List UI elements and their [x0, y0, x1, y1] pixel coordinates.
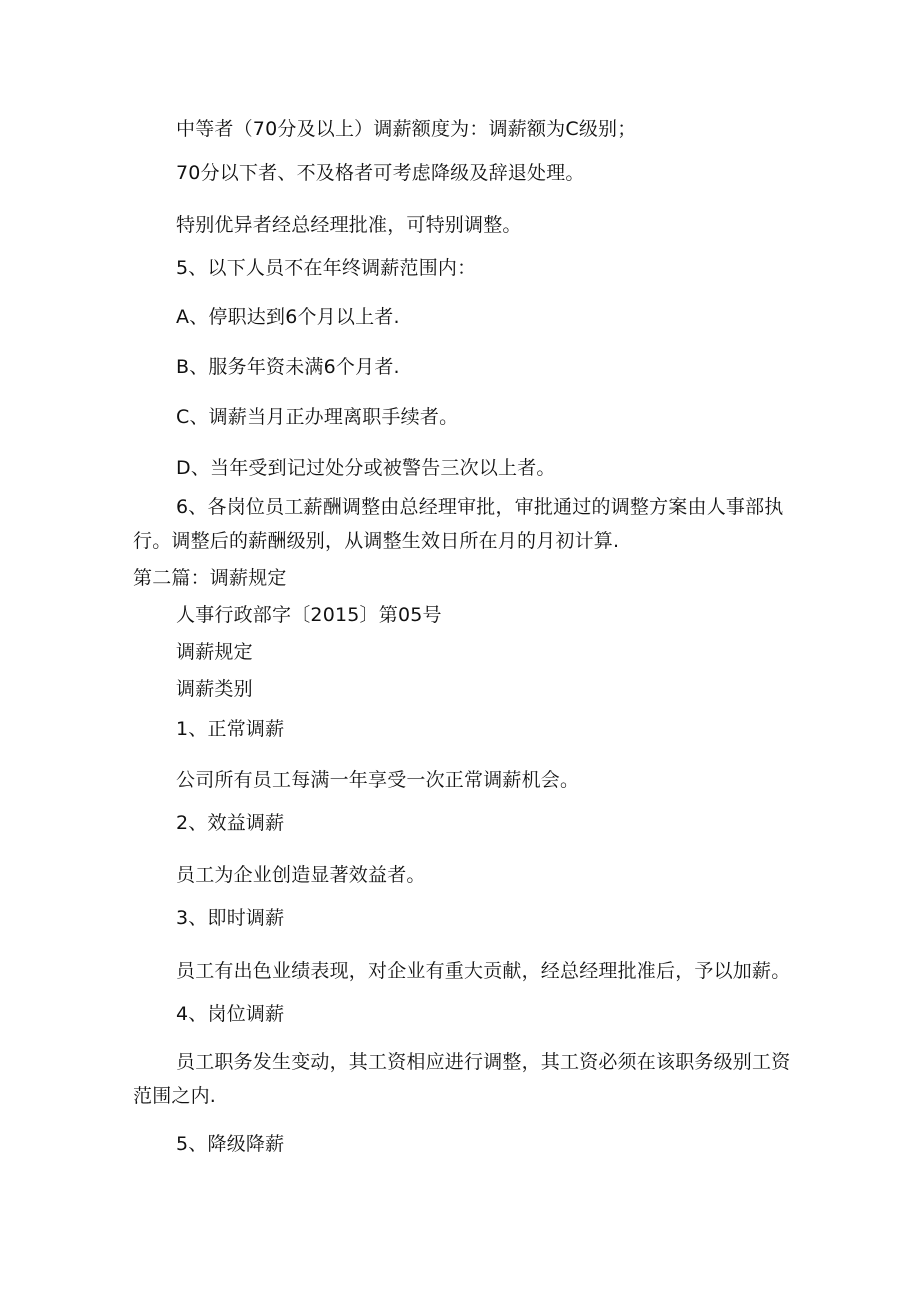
item-5-title: 5、降级降薪 — [176, 1133, 285, 1155]
document-title: 调薪规定 — [176, 641, 253, 663]
item-2-title: 2、效益调薪 — [176, 812, 285, 834]
document-number: 人事行政部字〔2015〕第05号 — [176, 604, 442, 626]
item-4-title: 4、岗位调薪 — [176, 1003, 285, 1025]
text-line-4: 5、以下人员不在年终调薪范围内： — [176, 257, 477, 279]
item-1-title: 1、正常调薪 — [176, 718, 285, 740]
item-3-text: 员工有出色业绩表现，对企业有重大贡献，经总经理批准后，予以加薪。 — [176, 960, 791, 982]
item-3-title: 3、即时调薪 — [176, 907, 285, 929]
text-line-3: 特别优异者经总经理批准，可特别调整。 — [176, 214, 522, 236]
item-4-text: 员工职务发生变动，其工资相应进行调整，其工资必须在该职务级别工资范围之内. — [133, 1051, 791, 1107]
text-line-6: B、服务年资未满6个月者. — [176, 356, 400, 378]
text-line-1: 中等者（70分及以上）调薪额度为：调薪额为C级别； — [176, 118, 637, 140]
text-line-7: C、调薪当月正办理离职手续者。 — [176, 406, 459, 428]
subheading-categories: 调薪类别 — [176, 678, 253, 700]
item-2-text: 员工为企业创造显著效益者。 — [176, 864, 426, 886]
text-line-8: D、当年受到记过处分或被警告三次以上者。 — [176, 457, 556, 479]
text-line-5: A、停职达到6个月以上者. — [176, 306, 400, 328]
item-1-text: 公司所有员工每满一年享受一次正常调薪机会。 — [176, 769, 580, 791]
section-heading: 第二篇：调薪规定 — [133, 567, 287, 589]
text-line-2: 70分以下者、不及格者可考虑降级及辞退处理。 — [176, 162, 585, 184]
text-paragraph-6: 6、各岗位员工薪酬调整由总经理审批，审批通过的调整方案由人事部执行。调整后的薪酬级别，从调整生效日所在月的月初计算. — [133, 496, 784, 552]
